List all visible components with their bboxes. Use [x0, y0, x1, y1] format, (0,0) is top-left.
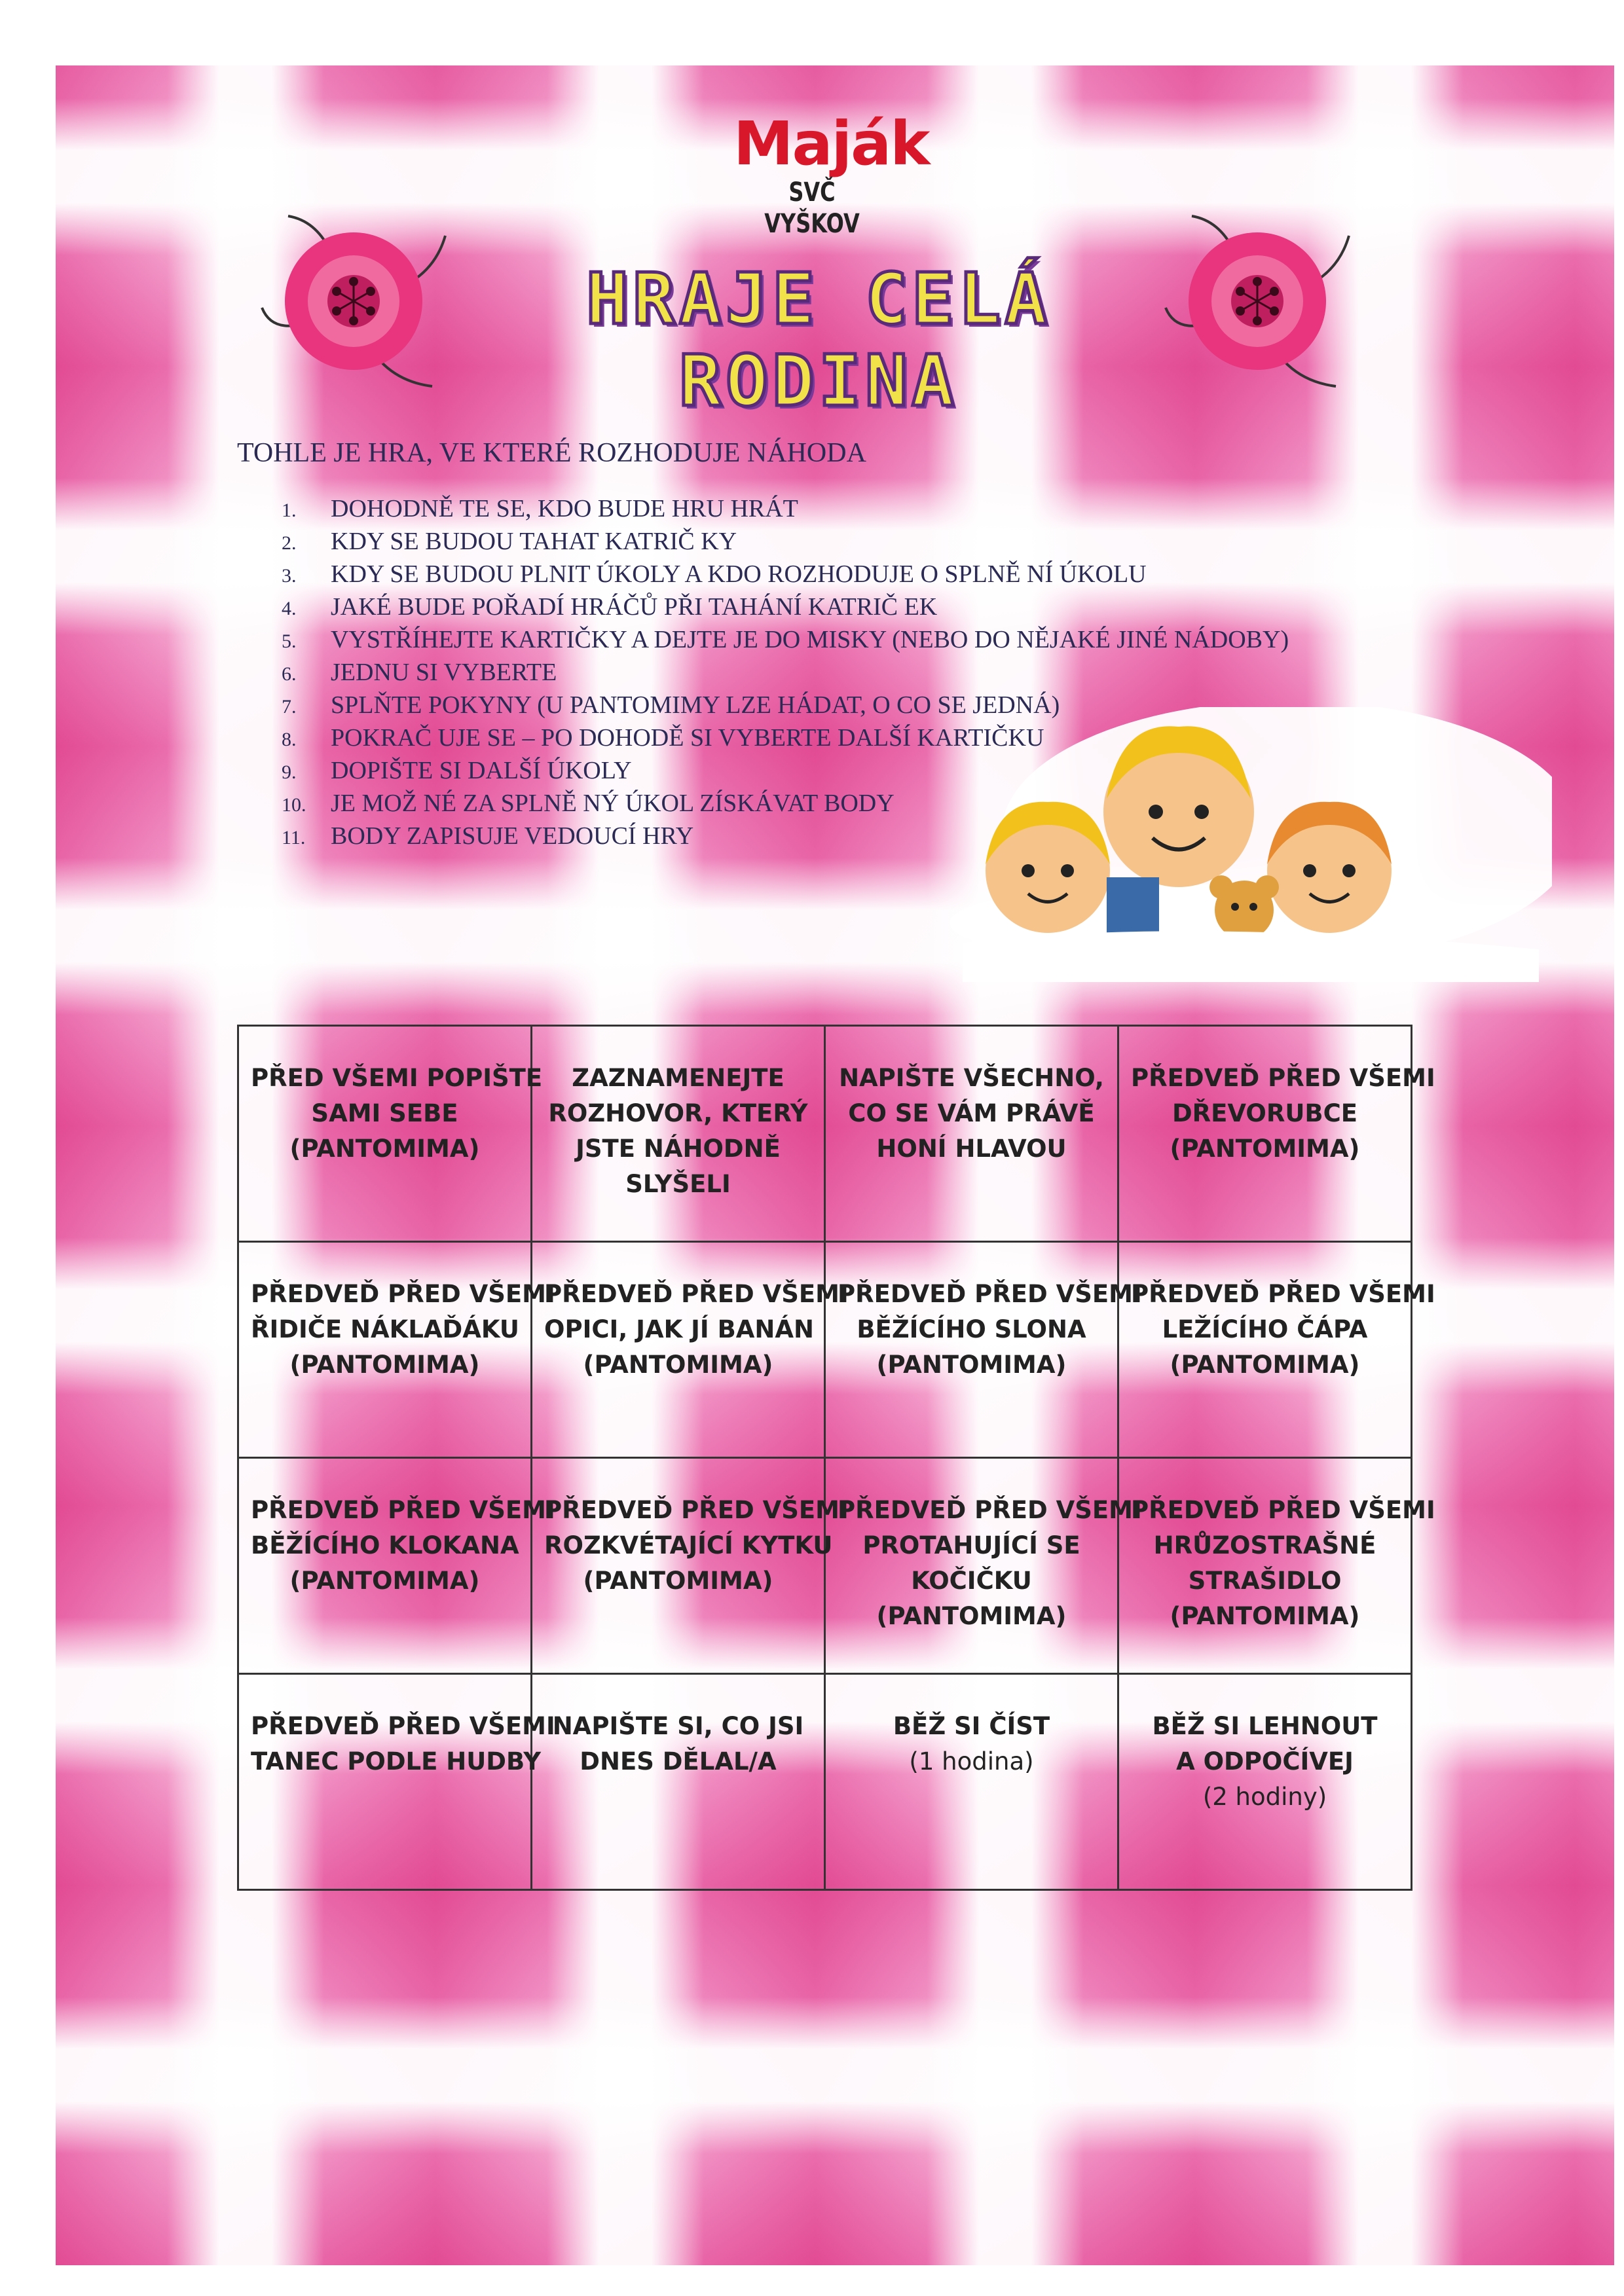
task-card — [532, 1458, 849, 1674]
task-card-line: NAPIŠTE SI, CO JSI — [552, 1712, 804, 1740]
rule-item — [282, 492, 1289, 525]
page-title: HRAJE CELÁ RODINA — [585, 259, 1052, 422]
task-card-line: STRAŠIDLO — [1188, 1567, 1342, 1595]
flower-icon — [255, 203, 452, 399]
task-card-line: (PANTOMIMA) — [1170, 1351, 1360, 1379]
flower-icon — [1159, 203, 1356, 399]
task-card-line: (PANTOMIMA) — [876, 1602, 1067, 1630]
task-card-line: PŘEDVEĎ PŘED VŠEMI — [251, 1496, 555, 1524]
task-card-line: PŘEDVEĎ PŘED VŠEMI — [251, 1280, 555, 1308]
rule-item — [282, 591, 1289, 623]
task-card-line: LEŽÍCÍHO ČÁPA — [1162, 1315, 1368, 1343]
rule-number: 10. — [282, 794, 306, 816]
rule-text: DOHODNĚ TE SE, KDO BUDE HRU HRÁT — [331, 495, 798, 522]
rule-text: POKRAČ UJE SE – PO DOHODĚ SI VYBERTE DALŠÍ KARTIČKU — [331, 724, 1044, 752]
task-card-line: BĚŽÍCÍHO KLOKANA — [251, 1531, 519, 1559]
task-card-line: PROTAHUJÍCÍ SE — [862, 1531, 1080, 1559]
rule-text: SPLŇTE POKYNY (U PANTOMIMY LZE HÁDAT, O CO SE JEDNÁ) — [331, 691, 1060, 719]
rule-number: 5. — [282, 630, 297, 652]
task-card-line: (PANTOMIMA) — [876, 1351, 1067, 1379]
task-card-line: PŘEDVEĎ PŘED VŠEMI — [838, 1496, 1142, 1524]
rule-text: JAKÉ BUDE POŘADÍ HRÁČŮ PŘI TAHÁNÍ KATRIČ EK — [331, 593, 938, 621]
logo — [733, 109, 929, 240]
task-card-line: PŘEDVEĎ PŘED VŠEMI — [1131, 1496, 1435, 1524]
task-card-line: (PANTOMIMA) — [583, 1567, 773, 1595]
rule-text: JEDNU SI VYBERTE — [331, 659, 557, 686]
card-row — [238, 1674, 1412, 1890]
task-card-line: HRŮZOSTRAŠNÉ — [1153, 1531, 1376, 1559]
task-card-line: PŘEDVEĎ PŘED VŠEMI — [838, 1280, 1142, 1308]
task-card — [1118, 1458, 1435, 1674]
task-card-line: PŘEDVEĎ PŘED VŠEMI — [1131, 1064, 1435, 1092]
logo-subtitle: SVČ VYŠKOV — [764, 177, 860, 239]
rule-text: BODY ZAPISUJE VEDOUCÍ HRY — [331, 822, 694, 850]
task-card — [825, 1674, 1118, 1890]
task-card-line: PŘEDVEĎ PŘED VŠEMI — [544, 1280, 849, 1308]
rule-text: DOPIŠTE SI DALŠÍ ÚKOLY — [331, 757, 632, 784]
rule-number: 1. — [282, 500, 297, 521]
task-card-line: (PANTOMIMA) — [289, 1135, 480, 1163]
task-card-line: ROZKVÉTAJÍCÍ KYTKU — [544, 1531, 833, 1559]
rule-number: 11. — [282, 827, 306, 848]
task-card — [238, 1458, 555, 1674]
task-card — [238, 1026, 543, 1242]
intro-text: TOHLE JE HRA, VE KTERÉ ROZHODUJE NÁHODA — [237, 438, 866, 468]
task-card-line: (PANTOMIMA) — [289, 1351, 480, 1379]
task-card-line: SLYŠELI — [625, 1170, 731, 1198]
rule-text: JE MOŽ NÉ ZA SPLNĚ NÝ ÚKOL ZÍSKÁVAT BODY — [331, 790, 895, 817]
task-card-note: (1 hodina) — [909, 1747, 1034, 1776]
card-row — [238, 1458, 1412, 1674]
rule-number: 7. — [282, 696, 297, 718]
task-card-line: OPICI, JAK JÍ BANÁN — [544, 1315, 814, 1343]
rule-number: 2. — [282, 532, 297, 554]
task-card-line: SAMI SEBE — [311, 1099, 458, 1127]
rule-number: 3. — [282, 565, 297, 587]
task-card-line: (PANTOMIMA) — [1170, 1135, 1360, 1163]
rule-number: 9. — [282, 761, 297, 783]
task-card-line: BĚŽ SI ČÍST — [893, 1712, 1050, 1740]
task-card-line: JSTE NÁHODNĚ — [576, 1135, 781, 1163]
kids-illustration — [923, 707, 1552, 982]
task-card-line: PŘEDVEĎ PŘED VŠEMI — [544, 1496, 849, 1524]
rule-item — [282, 525, 1289, 558]
task-card — [825, 1458, 1142, 1674]
logo-name: Maják — [733, 109, 929, 179]
task-card-line: (PANTOMIMA) — [289, 1567, 480, 1595]
rule-item — [282, 558, 1289, 591]
rule-item — [282, 623, 1289, 656]
task-card-grid — [237, 1025, 1435, 1891]
task-card-line: DNES DĚLAL/A — [580, 1747, 777, 1776]
card-row — [238, 1026, 1412, 1242]
task-card-line: DŘEVORUBCE — [1172, 1099, 1358, 1127]
task-card-line: PŘEDVEĎ PŘED VŠEMI — [1131, 1280, 1435, 1308]
task-card-line: TANEC PODLE HUDBY — [251, 1747, 541, 1776]
task-card-line: BĚŽÍCÍHO SLONA — [857, 1315, 1086, 1343]
task-card-line: (PANTOMIMA) — [583, 1351, 773, 1379]
task-card — [238, 1242, 555, 1458]
task-card-line: KOČIČKU — [911, 1567, 1032, 1595]
task-card — [532, 1026, 825, 1242]
task-card — [532, 1674, 825, 1890]
rule-number: 6. — [282, 663, 297, 685]
rule-text: KDY SE BUDOU PLNIT ÚKOLY A KDO ROZHODUJE O SPLNĚ NÍ ÚKOLU — [331, 560, 1147, 588]
rule-item — [282, 656, 1289, 689]
rule-number: 4. — [282, 598, 297, 619]
task-card — [825, 1242, 1142, 1458]
task-card-line: BĚŽ SI LEHNOUT — [1152, 1712, 1378, 1740]
rule-text: VYSTŘÍHEJTE KARTIČKY A DEJTE JE DO MISKY (NEBO DO NĚJAKÉ JINÉ NÁDOBY) — [331, 626, 1289, 653]
task-card — [1118, 1026, 1435, 1242]
task-card-line: ROZHOVOR, KTERÝ — [548, 1099, 808, 1127]
task-card-line: PŘEDVEĎ PŘED VŠEMI — [251, 1712, 555, 1740]
rule-number: 8. — [282, 729, 297, 750]
task-card — [1118, 1242, 1435, 1458]
task-card-line: PŘED VŠEMI POPIŠTE — [251, 1064, 543, 1092]
task-card-line: ŘIDIČE NÁKLAĎÁKU — [251, 1315, 519, 1343]
task-card-line: (PANTOMIMA) — [1170, 1602, 1360, 1630]
task-card — [825, 1026, 1118, 1242]
rule-text: KDY SE BUDOU TAHAT KATRIČ KY — [331, 528, 737, 555]
task-card-line: A ODPOČÍVEJ — [1176, 1747, 1354, 1776]
task-card — [532, 1242, 849, 1458]
card-row — [238, 1242, 1412, 1458]
task-card-note: (2 hodiny) — [1202, 1783, 1327, 1811]
task-card-line: HONÍ HLAVOU — [876, 1135, 1067, 1163]
task-card-line: ZAZNAMENEJTE — [572, 1064, 784, 1092]
task-card-line: NAPIŠTE VŠECHNO, — [839, 1064, 1104, 1092]
task-card — [1118, 1674, 1412, 1890]
task-card — [238, 1674, 555, 1890]
task-card-line: CO SE VÁM PRÁVĚ — [848, 1099, 1095, 1127]
